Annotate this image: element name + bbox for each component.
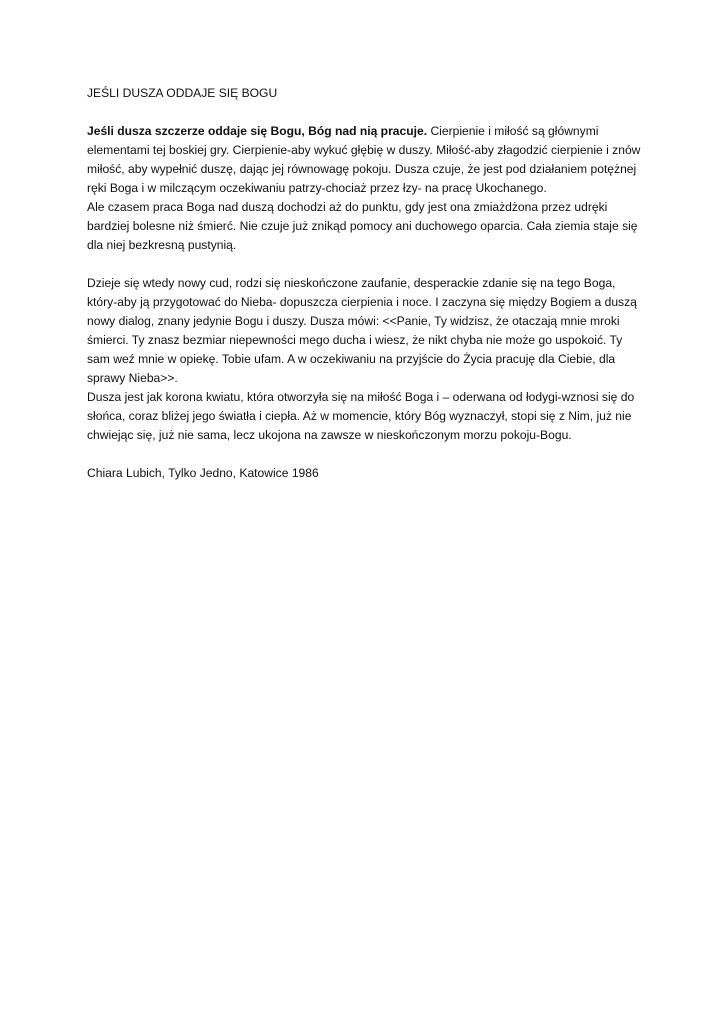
- paragraph-spacer: [87, 255, 642, 274]
- paragraph-2: Ale czasem praca Boga nad duszą dochodzi aż do punktu, gdy jest ona zmiażdżona przez udręki bardziej bolesne niż śmierć. Nie czuje już znikąd pomocy ani duchowego oparcia. Cała ziemia staje się dla niej bezkresną pustynią.: [87, 200, 638, 252]
- paragraph-1: [87, 122, 642, 198]
- paragraph-4: Dusza jest jak korona kwiatu, która otworzyła się na miłość Boga i – oderwana od łodygi-wznosi się do słońca, coraz bliżej jego światła i ciepła. Aż w momencie, który Bóg wyznaczył, stopi się z Nim, już nie chwiejąc się, już nie sama, lecz ukojona na zawsze w nieskończonym morzu pokoju-Bogu.: [87, 390, 635, 442]
- paragraph-spacer: [87, 445, 642, 464]
- document-page: [87, 84, 642, 483]
- paragraph-1-lead: Jeśli dusza szczerze oddaje się Bogu, Bóg nad nią pracuje.: [87, 124, 428, 138]
- signature: Chiara Lubich, Tylko Jedno, Katowice 1986: [87, 466, 319, 480]
- document-title: JEŚLI DUSZA ODDAJE SIĘ BOGU: [87, 86, 278, 100]
- paragraph-3: Dzieje się wtedy nowy cud, rodzi się nieskończone zaufanie, desperackie zdanie się na tego Boga, który-aby ją przygotować do Nieba- dopuszcza cierpienia i noce. I zaczyna się między Bogiem a duszą nowy dialog, znany jedynie Bogu i duszy. Dusza mówi: <<Panie, Ty widzisz, że otaczają mnie mroki śmierci. Ty znasz bezmiar niepewności mego ducha i wiesz, że nikt chyba nie może go uspokoić. Ty sam weź mnie w opiekę. Tobie ufam. A w oczekiwaniu na przyjście do Życia pracuję dla Ciebie, dla sprawy Nieba>>.: [87, 276, 637, 385]
- paragraph-1-text: Cierpienie i miłość są głównymi elementami tej boskiej gry. Cierpienie-aby wykuć głębię w duszy. Miłość-aby złagodzić cierpienie i znów miłość, aby wypełnić duszę, dając jej równowagę pokoju. Dusza czuje, że jest pod działaniem potężnej ręki Boga i w milczącym oczekiwaniu patrzy-chociaż przez łzy- na pracę Ukochanego.: [87, 124, 641, 195]
